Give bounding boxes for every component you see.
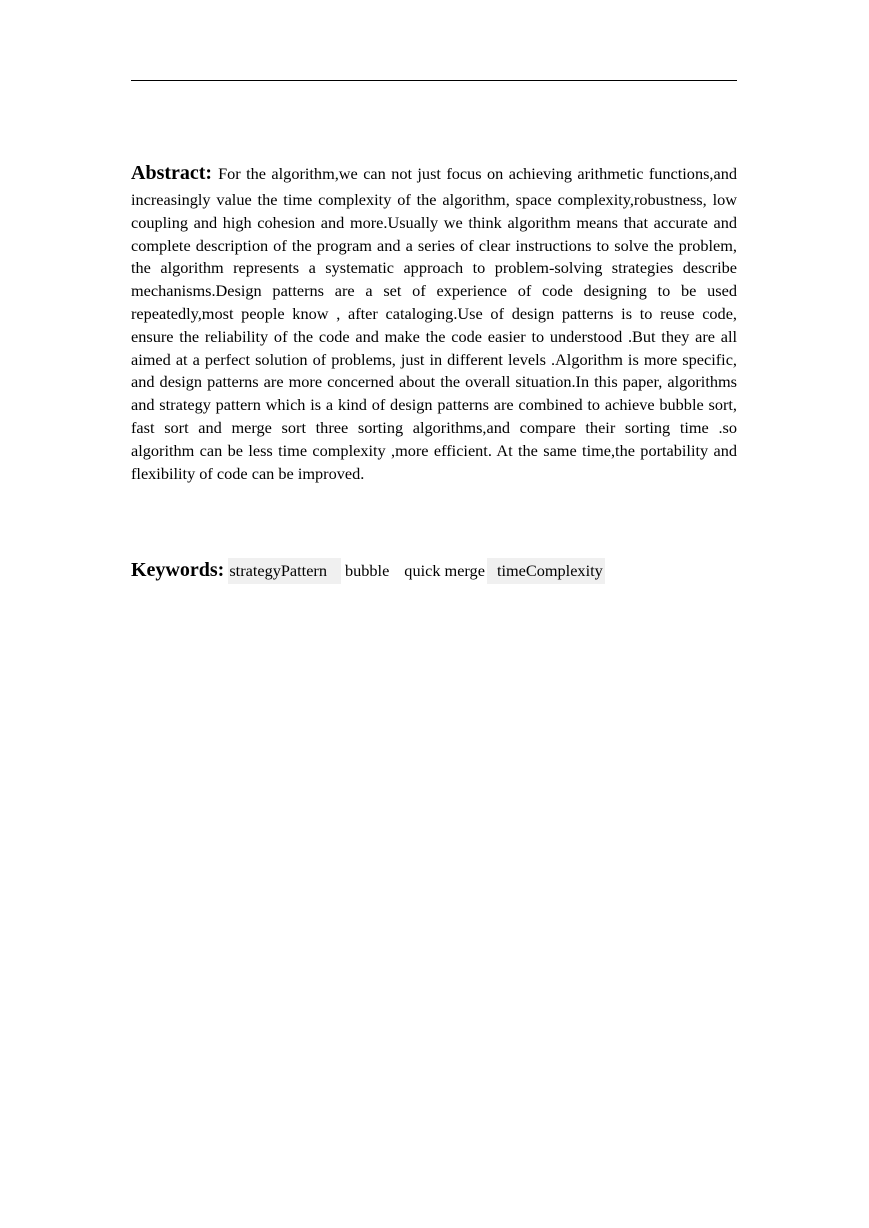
abstract-paragraph [131, 157, 737, 485]
keyword-item: timeComplexity [487, 558, 605, 584]
keyword-item: quick merge [404, 561, 485, 580]
keyword-item: strategyPattern [228, 558, 341, 584]
keyword-item: bubble [344, 561, 390, 580]
abstract-text: For the algorithm,we can not just focus on achieving arithmetic functions,and increasingly value the time complexity of the algorithm, space complexity,robustness, low coupling and high cohesion and more.Usually we think algorithm means that accurate and complete description of the program and a series of clear instructions to solve the problem, the algorithm represents a systematic approach to problem-solving strategies describe mechanisms.Design patterns are a set of experience of code designing to be used repeatedly,most people know , after cataloging.Use of design patterns is to reuse code, ensure the reliability of the code and make the code easier to understood .But they are all aimed at a perfect solution of problems, just in different levels .Algorithm is more specific, and design patterns are more concerned about the overall situation.In this paper, algorithms and strategy pattern which is a kind of design patterns are combined to achieve bubble sort, fast sort and merge sort three sorting algorithms,and compare their sorting time .so algorithm can be less time complexity ,more efficient. At the same time,the portability and flexibility of code can be improved. [131, 164, 737, 483]
keywords-label: Keywords: [131, 559, 225, 581]
header-rule [131, 80, 737, 81]
abstract-label: Abstract: [131, 162, 213, 184]
keywords-line [131, 557, 737, 584]
